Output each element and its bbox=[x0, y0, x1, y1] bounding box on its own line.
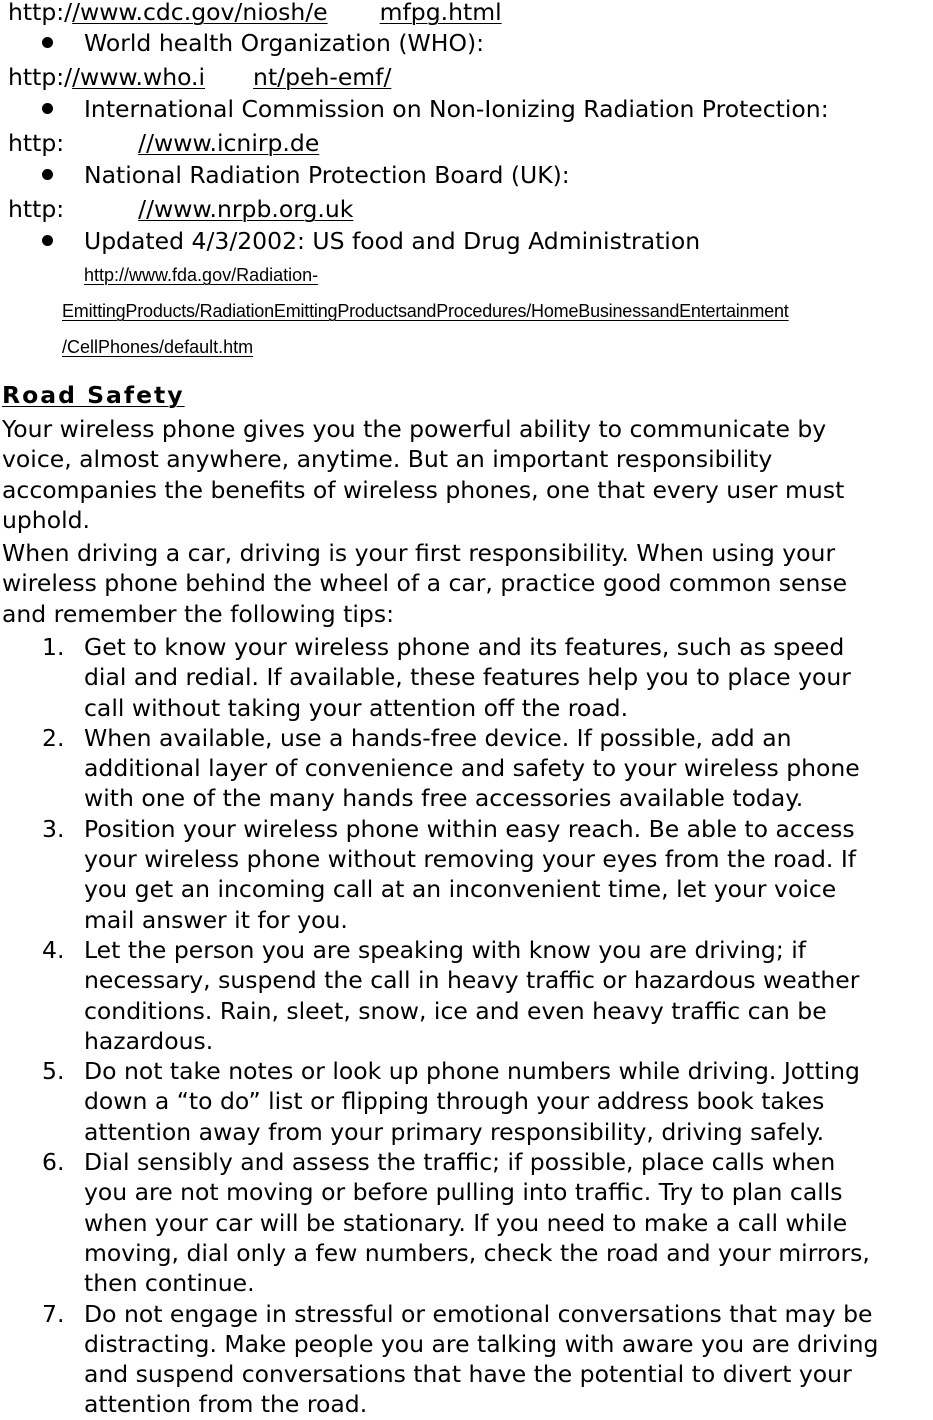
bullet-icon bbox=[42, 235, 53, 246]
icnirp-link[interactable]: http: //www.icnirp.de bbox=[8, 129, 320, 157]
intro-paragraph: Your wireless phone gives you the powerful ability to communicate by voice, almost anywhere, anytime. But an important responsibility accompanies the benefits of wireless phones, one that every user must uphold. bbox=[2, 415, 845, 534]
list-item: 2. When available, use a hands-free device. If possible, add an additional layer of convenience and safety to your wireless phone with one of the many hands free accessories available today. bbox=[42, 723, 860, 813]
section-heading: Road Safety bbox=[2, 381, 185, 409]
icnirp-label: International Commission on Non-Ionizing Radiation Protection: bbox=[84, 95, 829, 123]
fda-link-line1[interactable]: http://www.fda.gov/Radiation- bbox=[84, 265, 319, 285]
bullet-icon bbox=[42, 103, 53, 114]
who-link[interactable]: http://www.who.i nt/peh-emf/ bbox=[8, 63, 392, 91]
list-item: 5. Do not take notes or look up phone numbers while driving. Jotting down a “to do” list or flipping through your address book takes attention away from your primary responsibility, driving safely. bbox=[42, 1057, 860, 1146]
list-item: 7. Do not engage in stressful or emotional conversations that may be distracting. Make people you are talking with aware you are driving and suspend conversations that have the potential to divert your attention from the road. bbox=[42, 1299, 879, 1419]
list-item: 1. Get to know your wireless phone and its features, such as speed dial and redial. If available, these features help you to place your call without taking your attention off the road. bbox=[42, 633, 851, 722]
list-item: 4. Let the person you are speaking with know you are driving; if necessary, suspend the call in heavy traffic or hazardous weather conditions. Rain, sleet, snow, ice and even heavy traffic can be hazardous. bbox=[42, 935, 860, 1055]
fda-label: Updated 4/3/2002: US food and Drug Administration bbox=[84, 227, 701, 255]
cdc-link[interactable]: http://www.cdc.gov/niosh/e mfpg.html bbox=[8, 0, 502, 26]
nrpb-label: National Radiation Protection Board (UK): bbox=[84, 161, 570, 189]
bullet-icon bbox=[42, 169, 53, 180]
fda-link-line2[interactable]: EmittingProducts/RadiationEmittingProductsandProcedures/HomeBusinessandEntertainment bbox=[62, 301, 789, 321]
nrpb-link[interactable]: http: //www.nrpb.org.uk bbox=[8, 195, 354, 223]
list-item: 6. Dial sensibly and assess the traffic; if possible, place calls when you are not moving or before pulling into traffic. Try to plan calls when your car will be stationary. If you need to make a call while moving, dial only a few numbers, check the road and your mirrors, then continue. bbox=[42, 1148, 870, 1298]
who-label: World health Organization (WHO): bbox=[84, 29, 485, 57]
list-item: 3. Position your wireless phone within easy reach. Be able to access your wireless phone without removing your eyes from the road. If you get an incoming call at an inconvenient time, let your voice mail answer it for you. bbox=[42, 814, 857, 934]
driving-paragraph: When driving a car, driving is your first responsibility. When using your wireless phone behind the wheel of a car, practice good common sense and remember the following tips: bbox=[2, 539, 848, 628]
bullet-icon bbox=[42, 37, 53, 48]
tips-list bbox=[0, 632, 933, 1420]
fda-link-line3[interactable]: /CellPhones/default.htm bbox=[62, 337, 254, 357]
